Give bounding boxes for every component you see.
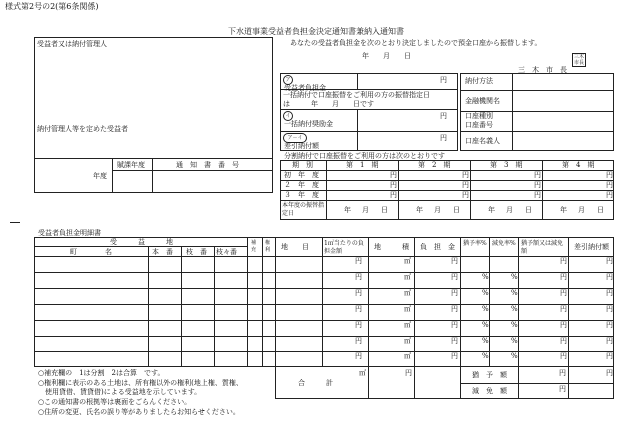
- row-unit-mark: 円: [451, 273, 458, 281]
- note-5: ○住所の変更、氏名の誤り等がありましたらお知らせください。: [38, 408, 240, 416]
- header-kenri: 権利: [265, 240, 271, 253]
- row-unit-mark: 円: [606, 337, 613, 345]
- header-edaedaban: 枝々番: [216, 248, 237, 256]
- row-first-year: 初 年 度: [284, 171, 319, 179]
- row-unit-mark: 円: [451, 305, 458, 313]
- period-2: 第 2 期: [418, 161, 451, 169]
- period-header: 期 別: [292, 161, 313, 169]
- row-unit-mark: 円: [560, 289, 567, 297]
- nendo-label: 年度: [93, 172, 107, 180]
- row-unit-mark: 円: [355, 257, 362, 265]
- notice-date: 年 月 日: [362, 52, 411, 60]
- row-unit-mark: ㎡: [404, 321, 411, 329]
- note-2: ○権利欄に表示のある土地は、所有権以外の権利(地上権、質権、: [38, 379, 243, 387]
- note-4: ○この通知書の根拠等は裏面をごらんください。: [38, 398, 192, 406]
- intro-text: あなたの受益者負担金を次のとおり決定しましたので預金口座から振替します。: [290, 39, 542, 47]
- row-unit-mark: 円: [355, 337, 362, 345]
- form-number: 様式第2号の2(第6条関係): [5, 2, 99, 11]
- row-unit-mark: %: [511, 305, 518, 313]
- row-unit-mark: 円: [606, 321, 613, 329]
- notice-number-header: 通 知 書 番 号: [176, 161, 239, 169]
- grace-total-label: 猶 予 額: [472, 371, 507, 379]
- row-unit-mark: 円: [606, 305, 613, 313]
- row-unit-mark: %: [482, 321, 489, 329]
- row-unit-mark: 円: [355, 289, 362, 297]
- mayor-name: 三 木 市 長: [518, 66, 567, 74]
- row-unit-mark: 円: [606, 289, 613, 297]
- row-unit-mark: %: [482, 289, 489, 297]
- row-unit-mark: %: [511, 352, 518, 360]
- header-land-category: 地 目: [281, 243, 309, 251]
- header-location: 受 益 地: [110, 238, 173, 246]
- header-town: 町 名: [70, 248, 112, 256]
- mayor-seal: 三木 市長: [573, 54, 584, 66]
- header-honban: 本 番: [152, 248, 173, 256]
- header-grace-amount: 猶予額又は減免額: [521, 240, 564, 255]
- page-title: 下水道事業受益者負担金決定通知書兼納入通知書: [228, 27, 404, 36]
- row-unit-mark: %: [482, 305, 489, 313]
- header-net-payment: 差引納付額: [574, 243, 609, 251]
- row-third-year: ３ 年 度: [284, 191, 319, 199]
- row-unit-mark: 円: [451, 321, 458, 329]
- row-unit-mark: ㎡: [404, 305, 411, 313]
- row-unit-mark: 円: [560, 352, 567, 360]
- net-label: 差引納付額: [284, 142, 319, 150]
- header-unit-price: 1㎡当たりの負担金額: [324, 240, 364, 255]
- period-4: 第 4 期: [562, 161, 595, 169]
- row-unit-mark: ㎡: [404, 273, 411, 281]
- note-1: ○補充欄の 1は分割 2は合算 です。: [38, 369, 165, 377]
- total-label: 合 計: [298, 379, 333, 387]
- lump-line1: 一括納付で口座振替をご利用の方の振替指定日: [283, 91, 430, 99]
- mark-b: イ: [283, 111, 293, 121]
- mark-a: ア: [283, 75, 293, 85]
- burden-yen: 円: [440, 76, 447, 84]
- account-number-label: 口座番号: [465, 121, 493, 129]
- row-unit-mark: 円: [451, 289, 458, 297]
- row-unit-mark: ㎡: [404, 337, 411, 345]
- row-unit-mark: %: [511, 289, 518, 297]
- row-unit-mark: %: [511, 321, 518, 329]
- row-unit-mark: 円: [355, 305, 362, 313]
- bank-name-label: 金融機関名: [465, 97, 500, 105]
- header-grace-rate: 猶予率%: [463, 240, 487, 247]
- row-unit-mark: 円: [355, 273, 362, 281]
- row-unit-mark: 円: [451, 352, 458, 360]
- payer-label: 受益者又は納付管理人: [37, 40, 107, 48]
- row-unit-mark: %: [482, 273, 489, 281]
- period-1: 第 1 期: [346, 161, 379, 169]
- fold-mark: [10, 222, 20, 223]
- exempt-total-label: 減 免 額: [472, 387, 507, 395]
- installment-intro: 分割納付で口座振替をご利用の方は次のとおりです: [284, 152, 445, 160]
- row-unit-mark: 円: [451, 257, 458, 265]
- row-unit-mark: 円: [355, 352, 362, 360]
- row-second-year: ２ 年 度: [284, 181, 319, 189]
- header-burden: 負 担 金: [420, 243, 455, 251]
- fiscal-year-header: 賦課年度: [117, 161, 145, 169]
- header-area: 地 積: [374, 243, 409, 251]
- row-unit-mark: 円: [560, 321, 567, 329]
- row-unit-mark: %: [511, 273, 518, 281]
- account-holder-label: 口座名義人: [465, 137, 500, 145]
- row-unit-mark: %: [511, 337, 518, 345]
- burden-label: 受益者負担金: [284, 84, 326, 92]
- row-unit-mark: 円: [560, 257, 567, 265]
- agent-label: 納付管理人等を定めた受益者: [37, 125, 128, 133]
- account-type-label: 口座種別: [465, 112, 493, 120]
- row-unit-mark: 円: [451, 337, 458, 345]
- pay-method-label: 納付方法: [465, 77, 493, 85]
- row-unit-mark: 円: [606, 273, 613, 281]
- header-exempt-rate: 減免率%: [492, 240, 516, 247]
- row-unit-mark: %: [482, 352, 489, 360]
- net-yen: 円: [440, 134, 447, 142]
- header-edaban: 枝 番: [186, 248, 207, 256]
- detail-title: 受益者負担金明細書: [38, 229, 101, 237]
- row-unit-mark: 円: [355, 321, 362, 329]
- row-unit-mark: 円: [560, 273, 567, 281]
- period-3: 第 3 期: [490, 161, 523, 169]
- row-unit-mark: ㎡: [404, 257, 411, 265]
- row-transfer-date: 本年度の振替指定日: [282, 202, 325, 217]
- row-unit-mark: ㎡: [404, 289, 411, 297]
- row-unit-mark: 円: [560, 305, 567, 313]
- lump-line2: は 年 月 日です: [283, 100, 374, 108]
- row-unit-mark: ㎡: [404, 352, 411, 360]
- header-hoju: 補充: [251, 240, 257, 253]
- incentive-yen: 円: [440, 112, 447, 120]
- note-3: 使用貸借、賃貸借)による受益地を示しています。: [38, 388, 202, 396]
- incentive-label: 一括納付奨励金: [284, 120, 333, 128]
- row-unit-mark: %: [482, 337, 489, 345]
- row-unit-mark: 円: [606, 352, 613, 360]
- mark-c: ア－イ: [283, 133, 307, 143]
- row-unit-mark: 円: [606, 257, 613, 265]
- row-unit-mark: 円: [560, 337, 567, 345]
